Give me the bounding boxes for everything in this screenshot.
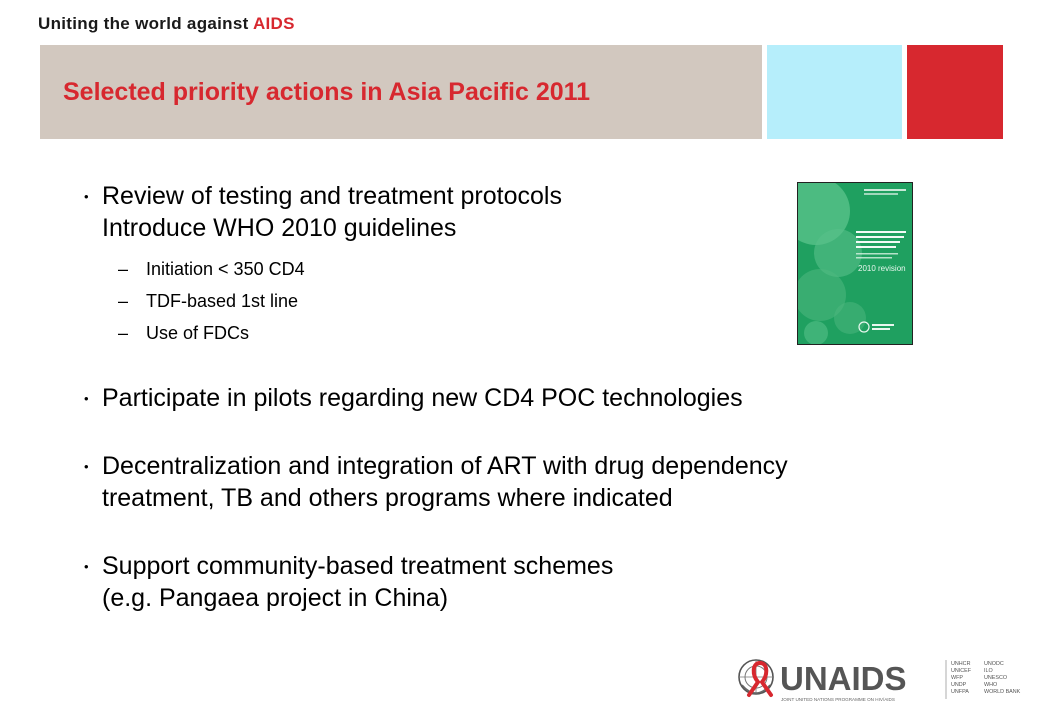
- sub-bullet-glyph: –: [118, 323, 129, 343]
- cosponsor: UNODC: [984, 661, 1004, 667]
- slide-title: Selected priority actions in Asia Pacific 2011: [63, 78, 591, 106]
- cosponsor: ILO: [984, 668, 993, 674]
- sub-item-1: Initiation < 350 CD4: [146, 259, 305, 279]
- cosponsor: UNFPA: [951, 689, 969, 695]
- bullet-3-line-2: treatment, TB and others programs where indicated: [102, 484, 673, 512]
- bullet-glyph: •: [84, 559, 89, 574]
- bullet-glyph: •: [84, 459, 89, 474]
- decor-block-red: [907, 45, 1003, 139]
- red-ribbon-icon: [749, 663, 771, 695]
- sub-bullet-glyph: –: [118, 291, 129, 311]
- tagline-prefix: Uniting the world against: [38, 14, 253, 33]
- bullet-1-line-1: Review of testing and treatment protocols: [102, 182, 562, 210]
- unaids-wordmark: UNAIDS: [780, 660, 907, 697]
- who-guidelines-cover-image: [797, 182, 913, 345]
- sub-item-2: TDF-based 1st line: [146, 291, 299, 311]
- sub-bullet-glyph: –: [118, 259, 129, 279]
- cosponsor: UNHCR: [951, 661, 971, 667]
- cosponsor: WORLD BANK: [984, 689, 1021, 695]
- bullet-4-line-1: Support community-based treatment schemes: [102, 552, 614, 580]
- bullet-glyph: •: [84, 189, 89, 204]
- tagline: [38, 14, 295, 34]
- bullet-1-line-2: Introduce WHO 2010 guidelines: [102, 214, 457, 242]
- cosponsor: UNESCO: [984, 675, 1008, 681]
- cosponsor: WHO: [984, 682, 998, 688]
- bullet-4-line-2: (e.g. Pangaea project in China): [102, 584, 449, 612]
- tagline-accent: AIDS: [252, 14, 295, 33]
- sub-item-3: Use of FDCs: [146, 323, 250, 343]
- bullet-3-line-1: Decentralization and integration of ART with drug dependency: [102, 452, 788, 480]
- cosponsor: UNICEF: [951, 668, 972, 674]
- cover-revision-text: 2010 revision: [858, 264, 906, 273]
- bullet-glyph: •: [84, 391, 89, 406]
- decor-block-blue: [767, 45, 902, 139]
- unaids-logo: [736, 655, 1036, 710]
- cosponsor: UNDP: [951, 682, 967, 688]
- cosponsor: WFP: [951, 675, 963, 681]
- bullet-2-line-1: Participate in pilots regarding new CD4 POC technologies: [102, 384, 743, 412]
- unaids-subtitle: JOINT UNITED NATIONS PROGRAMME ON HIV/AIDS: [781, 697, 895, 702]
